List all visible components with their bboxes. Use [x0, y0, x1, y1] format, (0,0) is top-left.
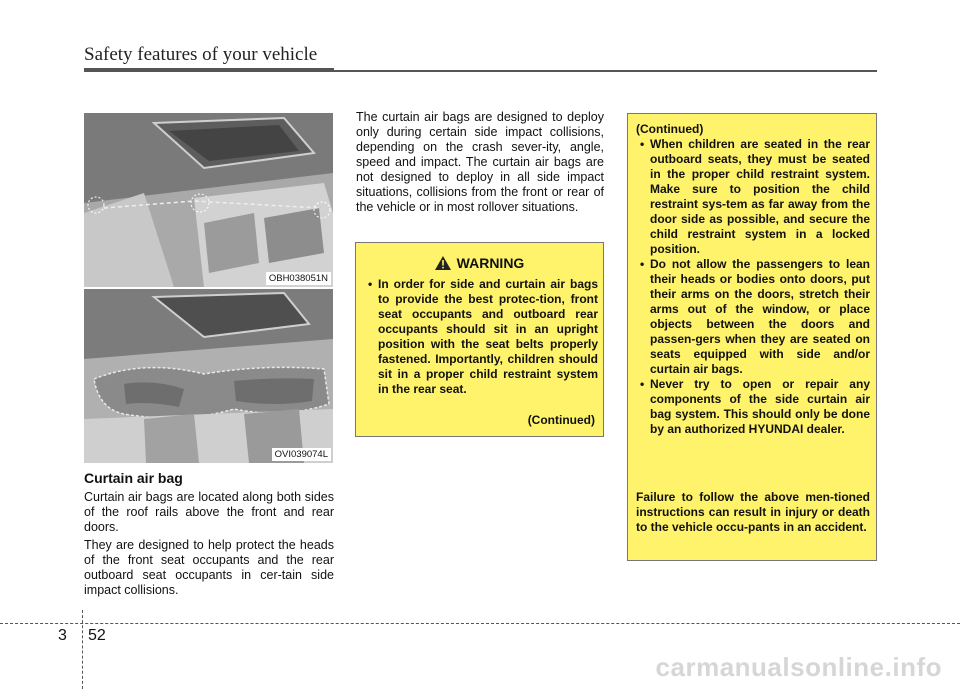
warning-footer-text: Failure to follow the above men-tioned instructions can result in injury or death to the vehicle occu-pants in an accident.	[636, 490, 870, 534]
warning-box	[355, 242, 604, 437]
page-header-title: Safety features of your vehicle	[84, 44, 318, 65]
footer-divider	[82, 610, 83, 689]
figure-code-label: OVI039074L	[272, 448, 331, 461]
footer-rule	[0, 623, 960, 624]
header-rule-thin	[334, 70, 877, 72]
continued-heading: (Continued)	[636, 122, 704, 136]
figure-curtain-airbag-deployed	[84, 289, 333, 463]
section-heading: Curtain air bag	[84, 470, 183, 486]
warning-list	[364, 277, 598, 397]
warning-title: WARNING	[456, 255, 525, 271]
warning-continued-box	[627, 113, 877, 561]
body-paragraph: They are designed to help protect the heads of the front seat occupants and the rear outboard seat occupants in cer-tain side impact collisions.	[84, 538, 334, 597]
page-number: 52	[88, 627, 106, 644]
warning-item: • Do not allow the passengers to lean their heads or bodies onto doors, put their arms on the doors, stretch their arms out of the window, or place objects between the doors and passen-gers when they are seated on seats equipped with side and/or curtain air bags.	[636, 257, 870, 377]
figure-car-interior-roof	[84, 113, 333, 287]
warning-item: • In order for side and curtain air bags to provide the best protec-tion, front seat occupants and outboard rear occupants should sit in an upright position with the seat belts properly fastened. Importantly, children should sit in a proper child restraint system in the rear seat.	[364, 277, 598, 397]
body-paragraph: Curtain air bags are located along both sides of the roof rails above the front and rear doors.	[84, 490, 334, 534]
warning-item: • When children are seated in the rear outboard seats, they must be seated in the proper child restraint system. Make sure to position the child restraint sys-tem as far away from the door side as possible, and secure the child restraint system in a locked position.	[636, 137, 870, 257]
car-interior-roof-photo	[84, 113, 333, 287]
warning-triangle-icon	[435, 256, 451, 273]
continued-label: (Continued)	[527, 413, 595, 427]
chapter-number: 3	[58, 627, 67, 644]
header-rule-thick	[84, 68, 334, 72]
warning-continued-list	[636, 137, 870, 437]
warning-item: • Never try to open or repair any components of the side curtain air bag system. This should only be done by an authorized HYUNDAI dealer.	[636, 377, 870, 437]
body-paragraph: The curtain air bags are designed to deploy only during certain side impact collisions, depending on the crash sever-ity, angle, speed and impact. The curtain air bags are not designed to deploy in all side impact situations, collisions from the front or rear of the vehicle or in most rollover situations.	[356, 110, 604, 214]
figure-code-label: OBH038051N	[266, 272, 331, 285]
warning-heading	[356, 255, 603, 273]
curtain-airbag-deployed-photo	[84, 289, 333, 463]
watermark: carmanualsonline.info	[655, 652, 942, 682]
